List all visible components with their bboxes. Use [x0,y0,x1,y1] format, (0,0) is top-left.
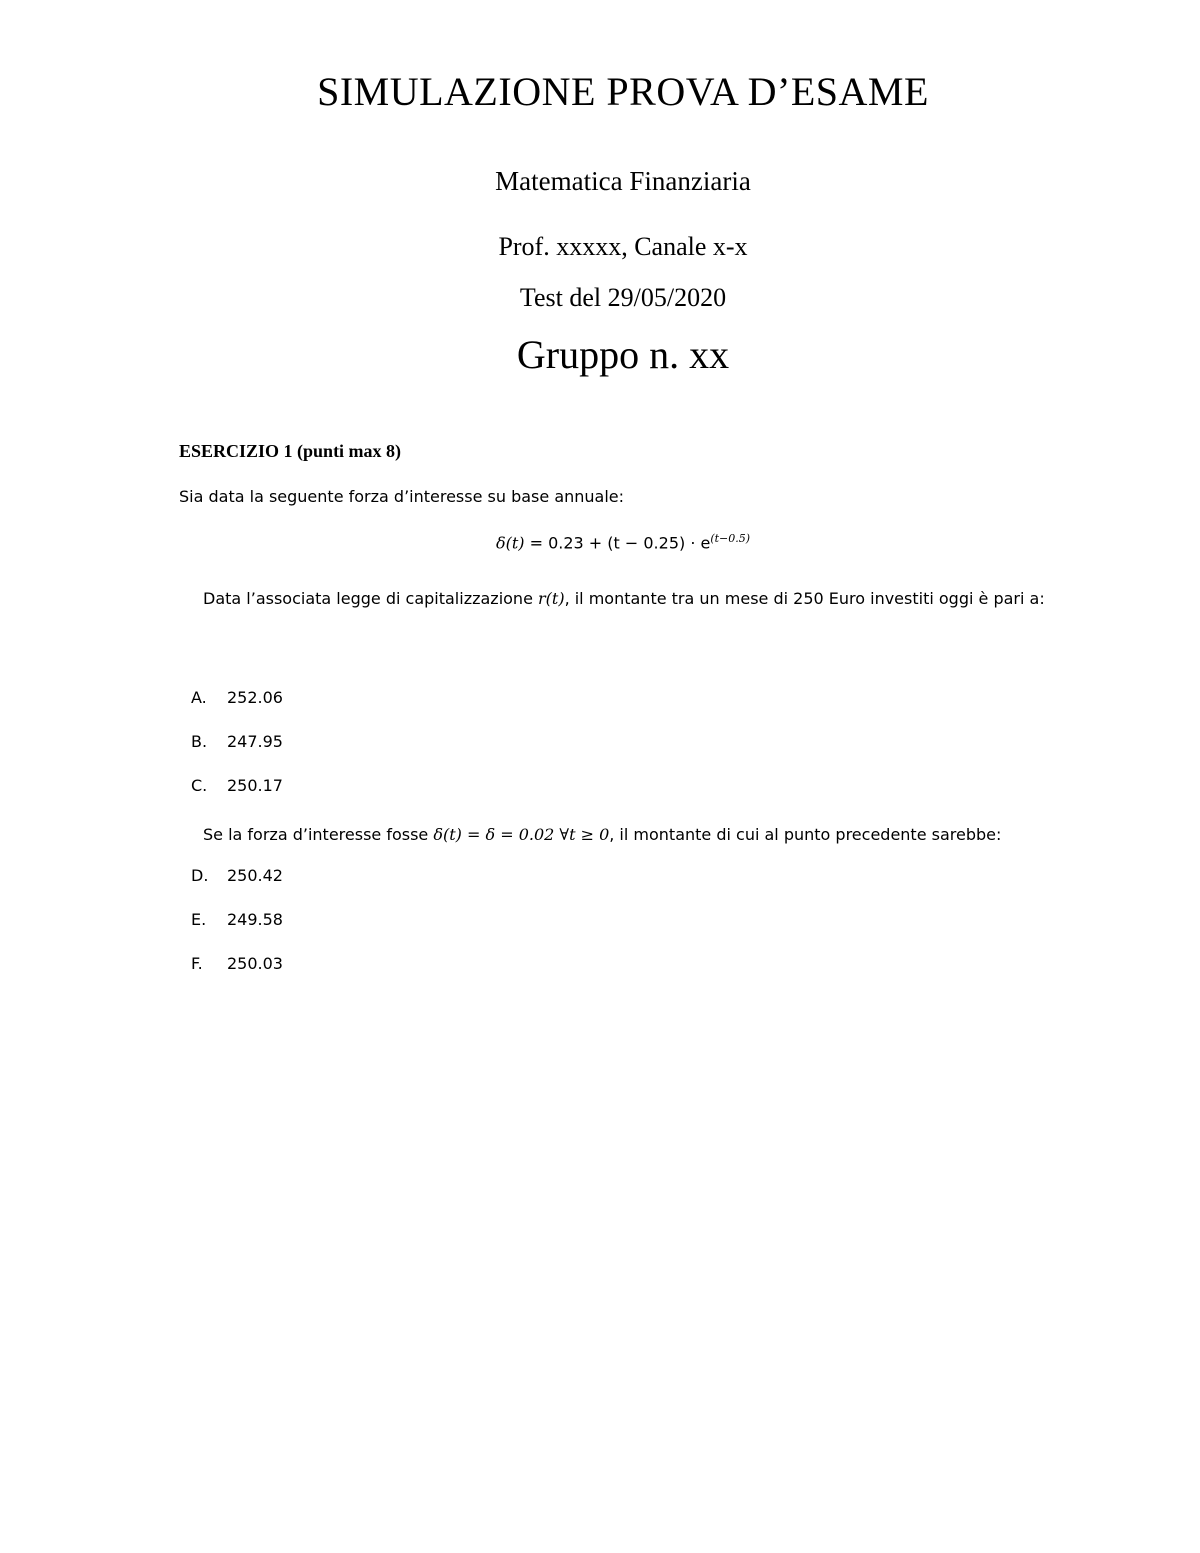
page-title: SIMULAZIONE PROVA D’ESAME [317,69,929,114]
course-title: Matematica Finanziaria [495,166,751,196]
answer-letter: E. [191,910,207,929]
question-text [179,584,1071,613]
answer-option-e[interactable] [191,910,283,929]
answer-option-c[interactable] [191,776,283,795]
answer-letter: B. [191,732,208,751]
answer-option-f[interactable] [191,954,283,973]
answer-value: 247.95 [227,732,283,751]
answer-option-d[interactable] [191,866,283,885]
answer-value: 249.58 [227,910,283,929]
question-part2: , il montante tra un mese di 250 Euro investiti oggi è pari a: [564,589,1045,608]
formula-exponent: (t−0.5) [710,532,751,545]
question-var: r(t) [538,589,565,608]
answer-option-a[interactable] [191,688,283,707]
answer-value: 250.42 [227,866,283,885]
answer-letter: D. [191,866,209,885]
exercise-intro: Sia data la seguente forza d’interesse su base annuale: [179,487,625,506]
answer-value: 250.03 [227,954,283,973]
formula-rhs: = 0.23 + (t − 0.25) · e [529,533,711,553]
second-question-part1: Se la forza d’interesse fosse [203,825,434,844]
second-question-part2: , il montante di cui al punto precedente sarebbe: [609,825,1002,844]
force-of-interest-formula [0,532,1200,552]
second-question-text [203,825,1001,844]
answer-value: 252.06 [227,688,283,707]
test-date: Test del 29/05/2020 [519,283,727,312]
second-question-math: δ(t) = δ = 0.02 ∀t ≥ 0 [433,825,610,844]
exercise-heading: ESERCIZIO 1 (punti max 8) [179,441,402,461]
answer-letter: A. [191,688,207,707]
answer-letter: C. [191,776,208,795]
group-number: Gruppo n. xx [516,332,730,377]
answer-value: 250.17 [227,776,283,795]
formula-lhs: δ(t) [495,533,525,553]
professor-line: Prof. xxxxx, Canale x-x [498,232,748,261]
question-part1: Data l’associata legge di capitalizzazione [203,589,538,608]
answer-option-b[interactable] [191,732,283,751]
answer-letter: F. [191,954,203,973]
